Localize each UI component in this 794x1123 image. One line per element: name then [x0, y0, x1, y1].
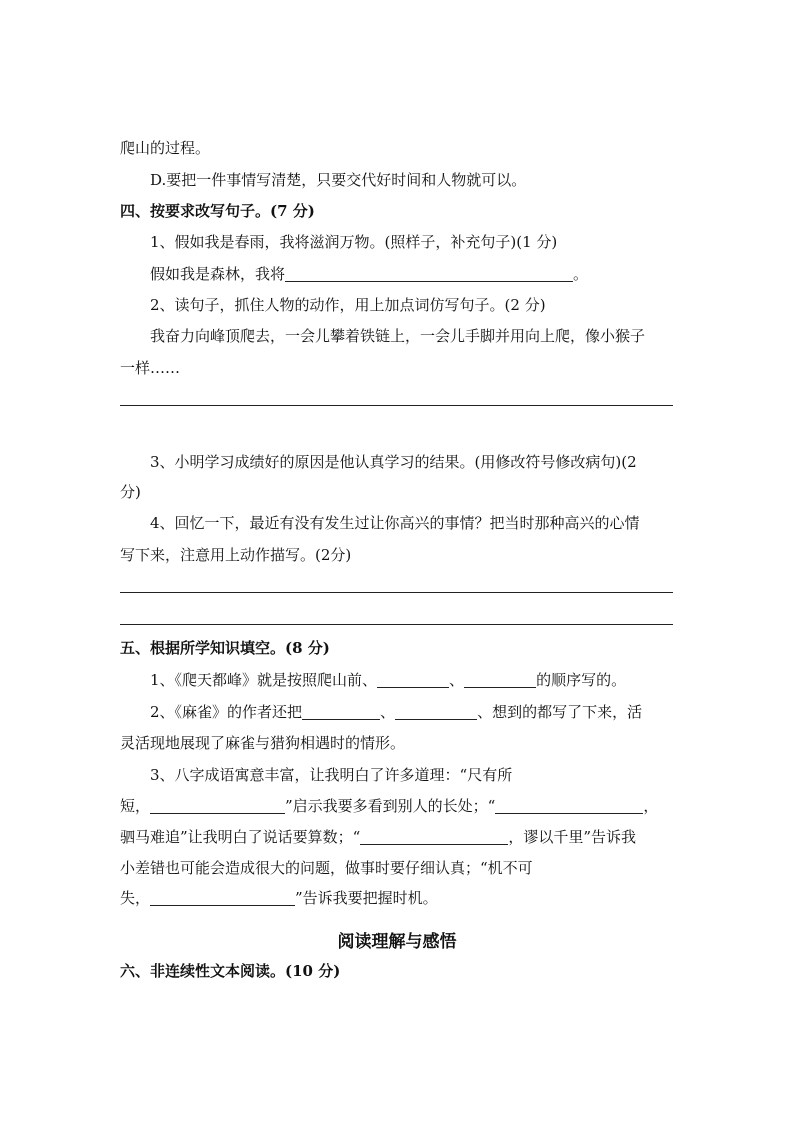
- fill-suffix: 。: [573, 265, 589, 283]
- question-5-2-cont: 灵活现地展现了麻雀与猎狗相遇时的情形。: [120, 734, 406, 752]
- answer-blank[interactable]: [150, 890, 295, 906]
- text-segment: 驷马难追”让我明白了说话要算数；“: [120, 828, 361, 846]
- question-4-4: 4、回忆一下，最近有没有发生过让你高兴的事情？把当时那种高兴的心情: [150, 514, 640, 532]
- answer-line[interactable]: [120, 624, 673, 625]
- question-5-3: 3、八字成语寓意丰富，让我明白了许多道理：“尺有所: [150, 766, 513, 784]
- fill-prefix: 假如我是森林，我将: [150, 265, 286, 283]
- option-d: D.要把一件事情写清楚，只要交代好时间和人物就可以。: [150, 171, 527, 189]
- question-4-3: 3、小明学习成绩好的原因是他认真学习的结果。(用修改符号修改病句)(2: [150, 453, 637, 471]
- text-segment: 、想到的都写了下来，活: [477, 703, 643, 721]
- question-5-2: [150, 702, 642, 722]
- question-4-1-fill: [150, 264, 588, 284]
- question-4-2-sentence-cont: 一样……: [120, 359, 181, 377]
- question-5-3-line4: 小差错也可能会造成很大的问题，做事时要仔细认真；“机不可: [120, 859, 533, 877]
- question-4-2-sentence: 我奋力向峰顶爬去，一会儿攀着铁链上，一会儿手脚并用向上爬，像小猴子: [150, 327, 646, 345]
- answer-blank[interactable]: [150, 798, 285, 814]
- text-segment: ，: [643, 797, 659, 815]
- question-4-1: 1、假如我是春雨，我将滋润万物。(照样子，补充句子)(1 分): [150, 233, 558, 251]
- section-5-title: 五、根据所学知识填空。(8 分): [120, 639, 330, 657]
- answer-line[interactable]: [120, 592, 673, 593]
- answer-blank[interactable]: [360, 829, 508, 845]
- text-segment: ”告诉我要把握时机。: [295, 889, 438, 907]
- question-5-1: [150, 670, 626, 690]
- text-segment: 1、《爬天都峰》就是按照爬山前、: [150, 671, 378, 689]
- answer-blank[interactable]: [377, 672, 449, 688]
- question-5-3-line2: [120, 796, 658, 816]
- answer-blank[interactable]: [495, 798, 643, 814]
- text-segment: ，谬以千里”告诉我: [508, 828, 637, 846]
- section-6-title: 六、非连续性文本阅读。(10 分): [120, 962, 341, 980]
- text-segment: 、: [380, 703, 396, 721]
- question-4-2: 2、读句子，抓住人物的动作，用上加点词仿写句子。(2 分): [150, 296, 546, 314]
- answer-blank[interactable]: [395, 704, 477, 720]
- question-4-4-cont: 写下来，注意用上动作描写。(2分): [120, 546, 352, 564]
- answer-blank[interactable]: [302, 704, 380, 720]
- question-5-3-line3: [120, 827, 636, 847]
- question-4-3-cont: 分): [120, 483, 141, 501]
- text-segment: 失，: [120, 889, 151, 907]
- answer-line[interactable]: [120, 405, 673, 406]
- answer-blank[interactable]: [464, 672, 536, 688]
- text-segment: 短，: [120, 797, 151, 815]
- text-segment: 的顺序写的。: [536, 671, 627, 689]
- text-segment: 2、《麻雀》的作者还把: [150, 703, 303, 721]
- answer-blank[interactable]: [285, 266, 573, 282]
- text-segment: ”启示我要多看到别人的长处；“: [285, 797, 496, 815]
- section-4-title: 四、按要求改写句子。(7 分): [120, 202, 315, 220]
- text-segment: 、: [449, 671, 465, 689]
- text-line: 爬山的过程。: [120, 139, 211, 157]
- section-heading: 阅读理解与感悟: [337, 932, 457, 952]
- question-5-3-line5: [120, 888, 438, 908]
